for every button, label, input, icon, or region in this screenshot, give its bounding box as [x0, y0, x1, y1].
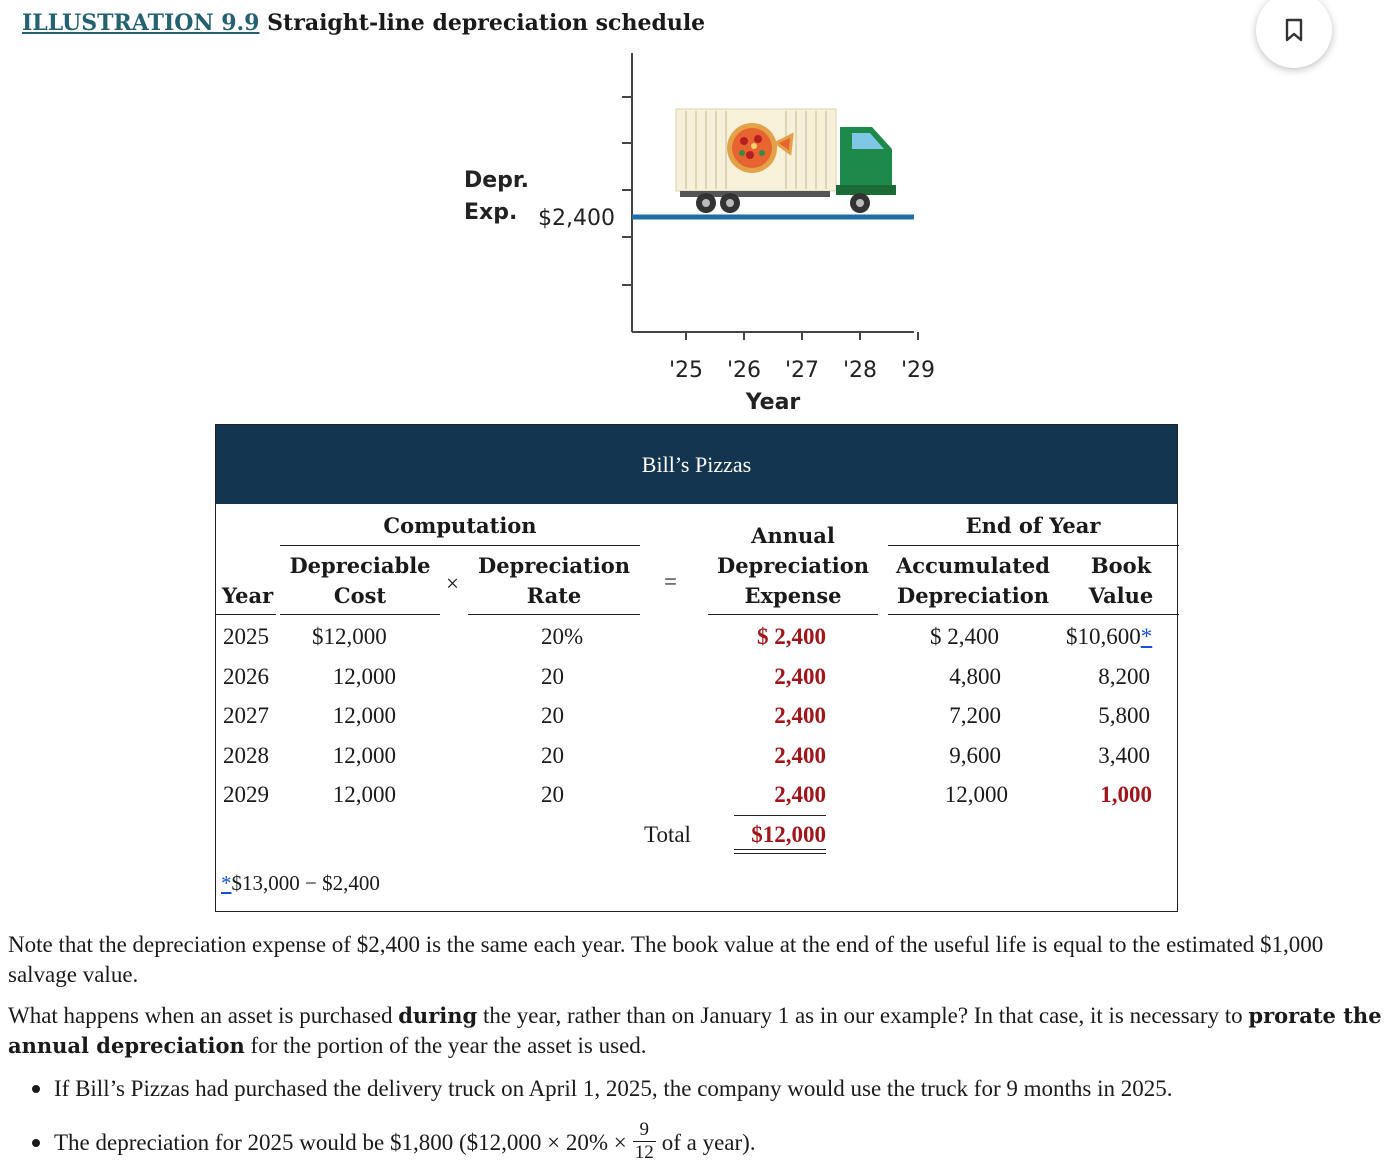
row-expense: 2,400	[774, 664, 826, 689]
row-year: 2025	[223, 624, 269, 649]
x-axis-label: Year	[745, 390, 801, 415]
bookmark-button[interactable]	[1256, 0, 1332, 68]
row-year: 2029	[223, 782, 269, 807]
col-header-rate-2: Rate	[526, 583, 582, 608]
col-header-book-1: Book	[1090, 553, 1152, 578]
row-expense: $ 2,400	[757, 624, 826, 649]
footnote: *$13,000 − $2,400	[221, 871, 380, 895]
x-tick-label: '26	[726, 358, 762, 383]
row-accum: 7,200	[949, 703, 1001, 728]
row-year: 2027	[223, 703, 269, 728]
total-value: $12,000	[751, 822, 826, 847]
illustration-heading	[22, 10, 705, 36]
row-cost: $12,000	[312, 624, 387, 649]
row-accum: 4,800	[949, 664, 1001, 689]
col-header-accum-2: Depreciation	[896, 583, 1049, 608]
y-label-line2: Exp.	[464, 200, 518, 225]
row-book: 3,400	[1098, 743, 1150, 768]
computation-header: Computation	[383, 513, 537, 538]
paragraph-note: Note that the depreciation expense of $2,400 is the same each year. The book value at the end of the useful life is equal to the estimated $1,000 salvage value.	[8, 932, 1324, 987]
col-header-cost-1: Depreciable	[289, 553, 431, 578]
row-book: 5,800	[1098, 703, 1150, 728]
x-tick-label: '27	[784, 358, 820, 383]
depreciation-schedule-table	[215, 424, 1178, 912]
row-rate: 20	[541, 782, 564, 807]
row-expense: 2,400	[774, 743, 826, 768]
row-cost: 12,000	[332, 743, 396, 768]
row-accum: 9,600	[949, 743, 1001, 768]
col-header-year: Year	[222, 583, 274, 608]
total-label: Total	[644, 822, 691, 847]
row-accum: 12,000	[944, 782, 1008, 807]
bullet-item: If Bill’s Pizzas had purchased the delivery truck on April 1, 2025, the company would use the truck for 9 months in 2025.	[32, 1074, 1172, 1104]
row-expense: 2,400	[774, 782, 826, 807]
illustration-link[interactable]: ILLUSTRATION 9.9	[22, 10, 260, 36]
pizza-truck-illustration	[676, 109, 896, 213]
equals-sign: =	[664, 569, 677, 594]
table-banner: Bill’s Pizzas	[216, 425, 1177, 504]
row-cost: 12,000	[332, 782, 396, 807]
x-tick-label: '28	[842, 358, 878, 383]
x-tick-label: '29	[900, 358, 936, 383]
paragraph-prorate: What happens when an asset is purchased during the year, rather than on January 1 as in our example? In that case, it is necessary to prorate the annual depreciation for the portion of the year the asset is used.	[8, 1003, 1382, 1058]
col-header-expense-3: Expense	[744, 583, 842, 608]
row-rate: 20	[541, 664, 564, 689]
row-cost: 12,000	[332, 703, 396, 728]
col-header-expense-2: Depreciation	[716, 553, 869, 578]
x-tick-label: '25	[668, 358, 704, 383]
row-rate: 20%	[541, 624, 584, 649]
row-cost: 12,000	[332, 664, 396, 689]
col-header-cost-2: Cost	[333, 583, 387, 608]
bullet-item: The depreciation for 2025 would be $1,800 ($12,000 × 20% × $\frac{9}{12}$ of a year).	[32, 1122, 756, 1167]
row-rate: 20	[541, 703, 564, 728]
col-header-rate-1: Depreciation	[477, 553, 630, 578]
row-book: 8,200	[1098, 664, 1150, 689]
col-header-expense-1: Annual	[751, 523, 835, 548]
col-header-book-2: Value	[1088, 583, 1154, 608]
y-label-line1: Depr.	[464, 168, 530, 193]
depreciation-chart	[440, 45, 960, 420]
level-label: $2,400	[538, 206, 615, 231]
bookmark-icon	[1283, 18, 1305, 42]
row-year: 2026	[223, 664, 269, 689]
footnote-marker-link[interactable]: *	[1140, 624, 1153, 649]
row-rate: 20	[541, 743, 564, 768]
end-of-year-header: End of Year	[965, 513, 1101, 538]
footnote-back-link[interactable]: *	[221, 871, 232, 895]
row-expense: 2,400	[774, 703, 826, 728]
row-accum: $ 2,400	[930, 624, 999, 649]
times-sign: ×	[446, 571, 459, 596]
col-header-accum-1: Accumulated	[896, 553, 1050, 578]
illustration-title: Straight-line depreciation schedule	[267, 10, 706, 36]
row-book: $10,600*	[1066, 624, 1153, 649]
fraction: $\frac{9}{12}$	[634, 1119, 654, 1163]
row-year: 2028	[223, 743, 269, 768]
row-book: 1,000	[1100, 782, 1152, 807]
